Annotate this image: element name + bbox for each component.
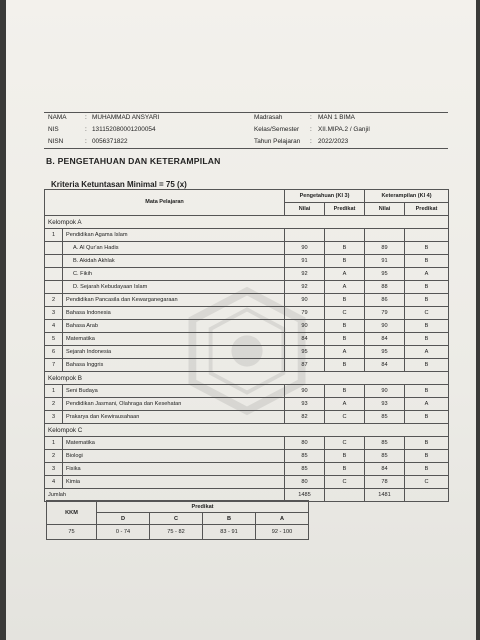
subject-name: Matematika xyxy=(63,437,285,450)
range-a: 92 - 100 xyxy=(256,525,309,540)
table-row xyxy=(45,255,449,268)
table-row xyxy=(45,229,449,242)
top-divider xyxy=(44,112,448,113)
table-row xyxy=(45,307,449,320)
identity-colon: : xyxy=(85,138,87,145)
knowledge-predicate-header: Predikat xyxy=(325,203,365,216)
identity-key: NIS xyxy=(48,126,59,133)
skill-score: 95 xyxy=(365,268,405,281)
table-row xyxy=(45,385,449,398)
knowledge-score: 87 xyxy=(285,359,325,372)
kkm-criteria: Kriteria Ketuntasan Minimal = 75 (x) xyxy=(51,180,187,189)
skill-predicate: C xyxy=(405,307,449,320)
total-skill: 1481 xyxy=(365,489,405,502)
row-number: 2 xyxy=(45,450,63,463)
skill-score: 90 xyxy=(365,385,405,398)
knowledge-predicate: A xyxy=(325,268,365,281)
row-number: 1 xyxy=(45,229,63,242)
knowledge-predicate: B xyxy=(325,385,365,398)
report-page xyxy=(6,0,476,640)
skill-header: Keterampilan (KI 4) xyxy=(365,190,449,203)
skill-predicate: B xyxy=(405,359,449,372)
subject-name: Pendidikan Pancasila dan Kewarganegaraan xyxy=(63,294,285,307)
skill-predicate: B xyxy=(405,385,449,398)
skill-predicate: B xyxy=(405,281,449,294)
identity-key: Madrasah xyxy=(254,114,283,121)
subject-name: Seni Budaya xyxy=(63,385,285,398)
total-skill-predicate xyxy=(405,489,449,502)
subject-name: Matematika xyxy=(63,333,285,346)
skill-score: 91 xyxy=(365,255,405,268)
grade-d-header: D xyxy=(97,513,150,525)
row-number: 2 xyxy=(45,294,63,307)
group-label: Kelompok B xyxy=(45,372,449,385)
knowledge-score-header: Nilai xyxy=(285,203,325,216)
grade-b-header: B xyxy=(203,513,256,525)
group-label: Kelompok A xyxy=(45,216,449,229)
table-row xyxy=(45,411,449,424)
identity-key: Tahun Pelajaran xyxy=(254,138,301,145)
row-number: 7 xyxy=(45,359,63,372)
knowledge-predicate: C xyxy=(325,437,365,450)
identity-key: NISN xyxy=(48,138,64,145)
class-semester: XII.MIPA.2 / Ganjil xyxy=(318,126,370,133)
table-row xyxy=(45,268,449,281)
identity-colon: : xyxy=(310,138,312,145)
range-d: 0 - 74 xyxy=(97,525,150,540)
skill-score-header: Nilai xyxy=(365,203,405,216)
skill-predicate: B xyxy=(405,242,449,255)
subject-name: Fisika xyxy=(63,463,285,476)
knowledge-score: 80 xyxy=(285,476,325,489)
subject-name: C. Fikih xyxy=(63,268,285,281)
kkm-table xyxy=(46,500,309,540)
skill-score: 85 xyxy=(365,437,405,450)
row-number xyxy=(45,242,63,255)
skill-predicate: A xyxy=(405,346,449,359)
subject-name: A. Al Qur'an Hadis xyxy=(63,242,285,255)
kkm-value: 75 xyxy=(47,525,97,540)
grades-table xyxy=(44,189,449,502)
subject-name: D. Sejarah Kebudayaan Islam xyxy=(63,281,285,294)
skill-predicate: B xyxy=(405,450,449,463)
skill-predicate: B xyxy=(405,255,449,268)
kkm-header: KKM xyxy=(47,501,97,525)
range-b: 83 - 91 xyxy=(203,525,256,540)
knowledge-predicate: A xyxy=(325,281,365,294)
table-row xyxy=(45,320,449,333)
subject-name: Pendidikan Agama Islam xyxy=(63,229,285,242)
section-title: B. PENGETAHUAN DAN KETERAMPILAN xyxy=(46,156,221,166)
knowledge-predicate: A xyxy=(325,346,365,359)
skill-predicate: B xyxy=(405,320,449,333)
knowledge-score: 92 xyxy=(285,281,325,294)
knowledge-score: 85 xyxy=(285,463,325,476)
academic-year: 2022/2023 xyxy=(318,138,349,145)
knowledge-predicate: A xyxy=(325,398,365,411)
knowledge-score xyxy=(285,229,325,242)
skill-score: 84 xyxy=(365,359,405,372)
predicate-header: Predikat xyxy=(97,501,309,513)
group-row xyxy=(45,372,449,385)
row-number xyxy=(45,268,63,281)
grade-a-header: A xyxy=(256,513,309,525)
knowledge-score: 84 xyxy=(285,333,325,346)
knowledge-predicate: B xyxy=(325,242,365,255)
knowledge-predicate: B xyxy=(325,333,365,346)
table-row xyxy=(45,437,449,450)
knowledge-predicate: B xyxy=(325,359,365,372)
table-row xyxy=(45,476,449,489)
table-row xyxy=(45,346,449,359)
row-number xyxy=(45,255,63,268)
row-number: 2 xyxy=(45,398,63,411)
knowledge-predicate: B xyxy=(325,294,365,307)
knowledge-predicate xyxy=(325,229,365,242)
knowledge-header: Pengetahuan (KI 3) xyxy=(285,190,365,203)
knowledge-predicate: C xyxy=(325,411,365,424)
knowledge-score: 90 xyxy=(285,294,325,307)
knowledge-score: 90 xyxy=(285,385,325,398)
row-number xyxy=(45,281,63,294)
table-row xyxy=(45,398,449,411)
skill-predicate: B xyxy=(405,411,449,424)
row-number: 1 xyxy=(45,437,63,450)
grades-body xyxy=(45,216,449,489)
student-nis: 131152080001200054 xyxy=(92,126,156,133)
skill-score: 95 xyxy=(365,346,405,359)
identity-divider xyxy=(44,148,448,149)
row-number: 1 xyxy=(45,385,63,398)
madrasah-name: MAN 1 BIMA xyxy=(318,114,355,121)
knowledge-predicate: C xyxy=(325,476,365,489)
identity-key: NAMA xyxy=(48,114,67,121)
group-row xyxy=(45,216,449,229)
identity-colon: : xyxy=(85,126,87,133)
subject-name: Pendidikan Jasmani, Olahraga dan Kesehatan xyxy=(63,398,285,411)
skill-predicate xyxy=(405,229,449,242)
identity-colon: : xyxy=(310,126,312,133)
knowledge-predicate: B xyxy=(325,450,365,463)
subject-name: Bahasa Arab xyxy=(63,320,285,333)
table-row xyxy=(45,359,449,372)
skill-score: 89 xyxy=(365,242,405,255)
subject-name: Prakarya dan Kewirausahaan xyxy=(63,411,285,424)
skill-predicate: B xyxy=(405,437,449,450)
range-c: 75 - 82 xyxy=(150,525,203,540)
subject-name: B. Akidah Akhlak xyxy=(63,255,285,268)
row-number: 3 xyxy=(45,307,63,320)
knowledge-score: 79 xyxy=(285,307,325,320)
skill-score: 79 xyxy=(365,307,405,320)
identity-colon: : xyxy=(310,114,312,121)
skill-predicate: A xyxy=(405,398,449,411)
row-number: 3 xyxy=(45,463,63,476)
knowledge-predicate: B xyxy=(325,463,365,476)
subject-name: Bahasa Inggris xyxy=(63,359,285,372)
student-name: MUHAMMAD ANSYARI xyxy=(92,114,160,121)
skill-score: 84 xyxy=(365,463,405,476)
skill-predicate: A xyxy=(405,268,449,281)
group-label: Kelompok C xyxy=(45,424,449,437)
table-row xyxy=(45,281,449,294)
row-number: 5 xyxy=(45,333,63,346)
table-row xyxy=(45,242,449,255)
table-row xyxy=(45,450,449,463)
skill-predicate: B xyxy=(405,294,449,307)
knowledge-score: 82 xyxy=(285,411,325,424)
total-label: Jumlah xyxy=(45,489,285,502)
identity-key: Kelas/Semester xyxy=(254,126,300,133)
skill-score: 85 xyxy=(365,411,405,424)
total-knowledge-predicate xyxy=(325,489,365,502)
student-nisn: 0056371822 xyxy=(92,138,128,145)
knowledge-score: 93 xyxy=(285,398,325,411)
skill-predicate: B xyxy=(405,463,449,476)
skill-score: 84 xyxy=(365,333,405,346)
skill-score: 78 xyxy=(365,476,405,489)
skill-predicate: B xyxy=(405,333,449,346)
knowledge-score: 80 xyxy=(285,437,325,450)
skill-score: 93 xyxy=(365,398,405,411)
row-number: 3 xyxy=(45,411,63,424)
skill-score: 85 xyxy=(365,450,405,463)
subject-name: Sejarah Indonesia xyxy=(63,346,285,359)
skill-score: 90 xyxy=(365,320,405,333)
grade-c-header: C xyxy=(150,513,203,525)
subject-name: Biologi xyxy=(63,450,285,463)
knowledge-predicate: C xyxy=(325,307,365,320)
skill-score xyxy=(365,229,405,242)
table-row xyxy=(45,463,449,476)
row-number: 4 xyxy=(45,476,63,489)
knowledge-score: 90 xyxy=(285,242,325,255)
skill-score: 88 xyxy=(365,281,405,294)
row-number: 4 xyxy=(45,320,63,333)
knowledge-score: 85 xyxy=(285,450,325,463)
subject-header: Mata Pelajaran xyxy=(45,190,285,216)
table-row xyxy=(45,333,449,346)
knowledge-score: 92 xyxy=(285,268,325,281)
knowledge-score: 90 xyxy=(285,320,325,333)
knowledge-predicate: B xyxy=(325,255,365,268)
total-knowledge: 1485 xyxy=(285,489,325,502)
group-row xyxy=(45,424,449,437)
knowledge-predicate: B xyxy=(325,320,365,333)
subject-name: Kimia xyxy=(63,476,285,489)
knowledge-score: 91 xyxy=(285,255,325,268)
row-number: 6 xyxy=(45,346,63,359)
identity-colon: : xyxy=(85,114,87,121)
skill-predicate-header: Predikat xyxy=(405,203,449,216)
subject-name: Bahasa Indonesia xyxy=(63,307,285,320)
table-row xyxy=(45,294,449,307)
skill-predicate: C xyxy=(405,476,449,489)
knowledge-score: 95 xyxy=(285,346,325,359)
skill-score: 86 xyxy=(365,294,405,307)
